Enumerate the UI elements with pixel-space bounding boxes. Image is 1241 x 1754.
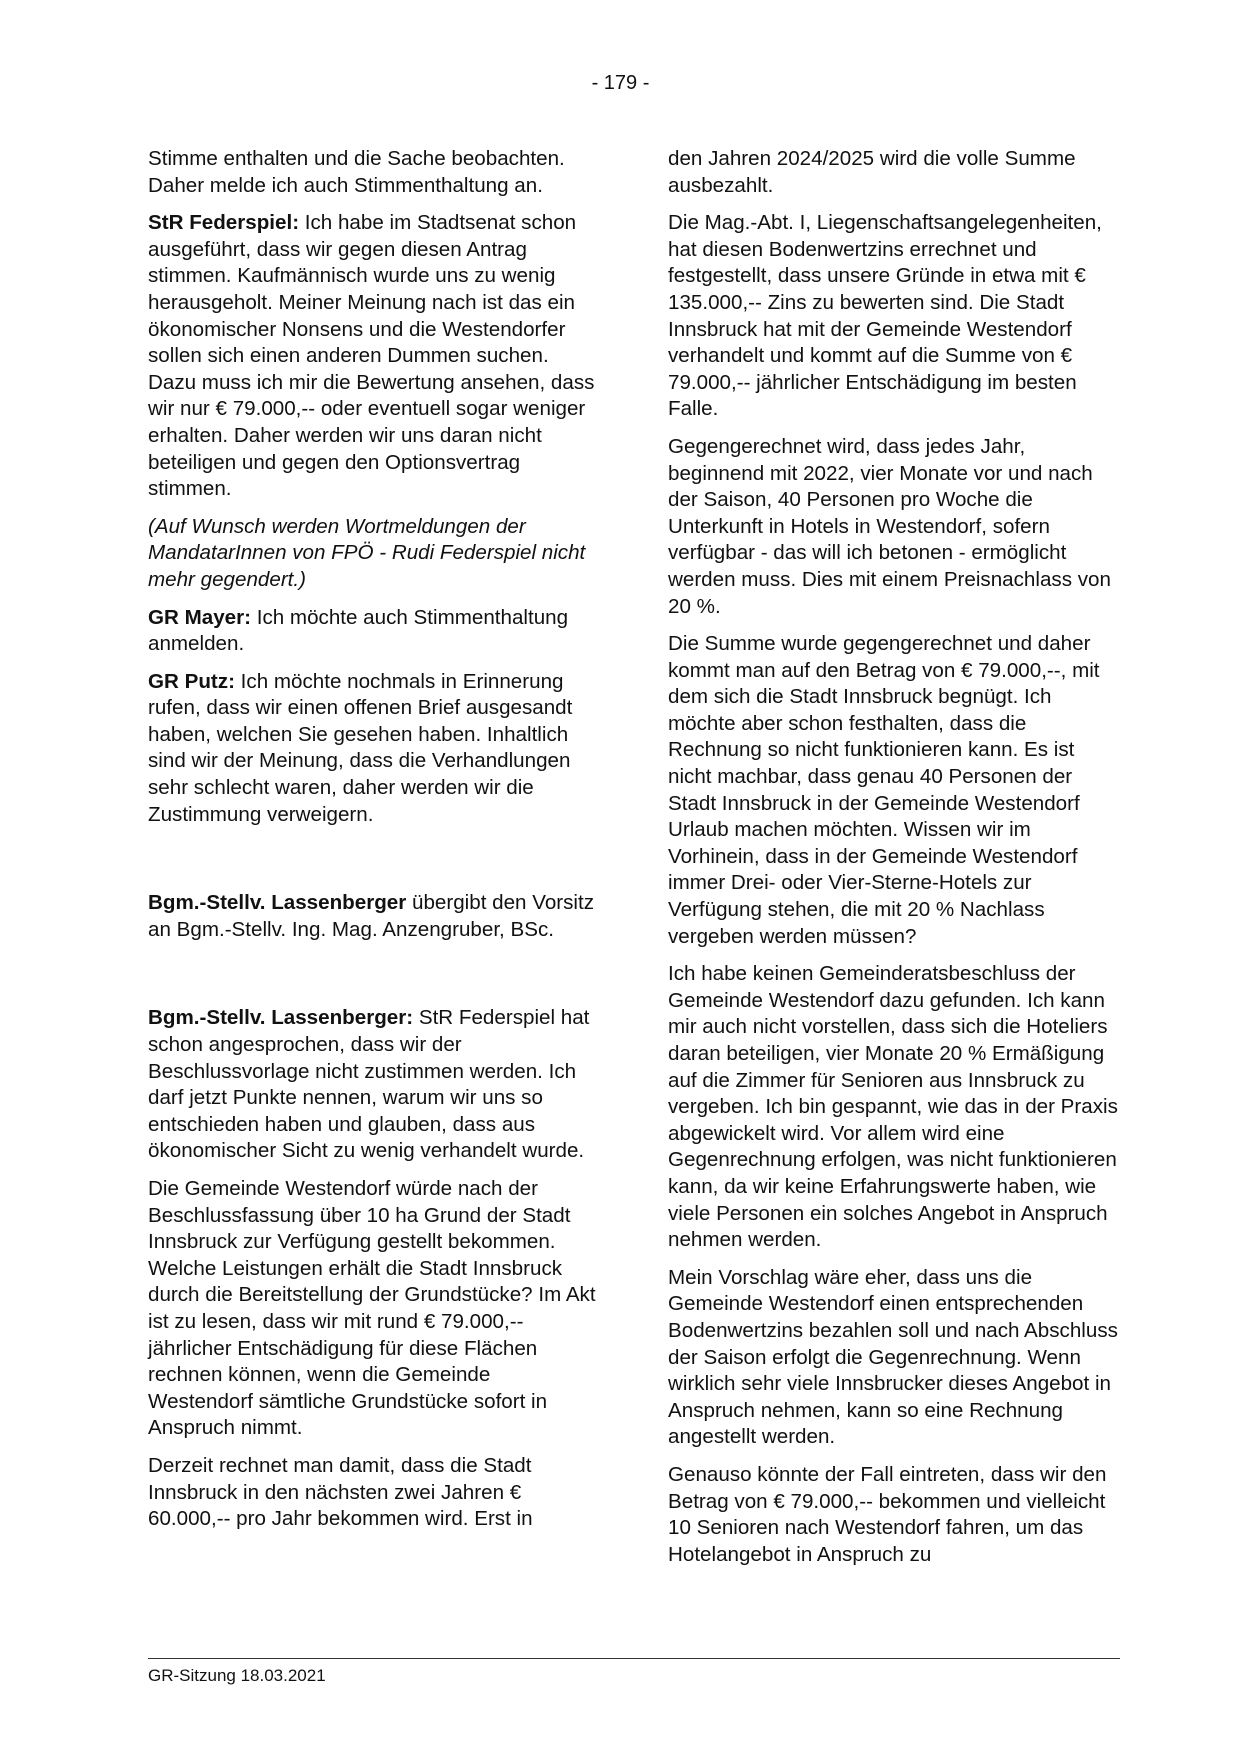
paragraph	[148, 1176, 598, 1442]
footer-session-date: GR-Sitzung 18.03.2021	[148, 1666, 326, 1685]
speaker-name: GR Putz:	[148, 669, 235, 693]
paragraph-text: Gegengerechnet wird, dass jedes Jahr, beginnend mit 2022, vier Monate vor und nach der Saison, 40 Personen pro Woche die Unterkunft in Hotels in Westendorf, sofern verfügbar - das will ich betonen - ermöglicht werden muss. Dies mit einem Preisnachlass von 20 %.	[668, 434, 1111, 618]
paragraph	[148, 669, 598, 829]
paragraph-text: Genauso könnte der Fall eintreten, dass wir den Betrag von € 79.000,-- bekommen und vielleicht 10 Senioren nach Westendorf fahren, um das Hotelangebot in Anspruch zu	[668, 1462, 1107, 1566]
paragraph	[668, 210, 1118, 423]
paragraph	[668, 1462, 1118, 1568]
paragraph-text: StR Federspiel hat schon angesprochen, dass wir der Beschlussvorlage nicht zustimmen werden. Ich darf jetzt Punkte nennen, warum wir uns so entschieden haben und glauben, dass aus ökonomischer Sicht zu wenig verhandelt wurde.	[148, 1006, 590, 1163]
paragraph	[148, 146, 598, 199]
paragraph	[148, 1453, 598, 1533]
paragraph-text: den Jahren 2024/2025 wird die volle Summe ausbezahlt.	[668, 147, 1076, 197]
paragraph	[148, 605, 598, 658]
paragraph	[148, 1005, 598, 1165]
paragraph	[668, 631, 1118, 950]
page-number: - 179 -	[591, 72, 650, 94]
left-column	[148, 146, 598, 1544]
paragraph-text: übergibt den Vorsitz an Bgm.-Stellv. Ing. Mag. Anzengruber, BSc.	[148, 891, 595, 941]
paragraph	[668, 146, 1118, 199]
paragraph-text: (Auf Wunsch werden Wortmeldungen der MandatarInnen von FPÖ - Rudi Federspiel nicht mehr gegendert.)	[148, 514, 586, 591]
paragraph	[148, 890, 598, 943]
paragraph-text: Die Mag.-Abt. I, Liegenschaftsangelegenheiten, hat diesen Bodenwertzins errechnet und festgestellt, dass unsere Gründe in etwa mit € 135.000,-- Zins zu bewerten sind. Die Stadt Innsbruck hat mit der Gemeinde Westendorf verhandelt und kommt auf die Summe von € 79.000,-- jährlicher Entschädigung im besten Falle.	[668, 211, 1102, 421]
speaker-name: StR Federspiel:	[148, 211, 300, 235]
paragraph-text: Die Summe wurde gegengerechnet und daher kommt man auf den Betrag von € 79.000,--, mit dem sich die Stadt Innsbruck begnügt. Ich möchte aber schon festhalten, dass die Rechnung so nicht funktionieren kann. Es ist nicht machbar, dass genau 40 Personen der Stadt Innsbruck in der Gemeinde Westendorf Urlaub machen möchten. Wissen wir im Vorhinein, dass in der Gemeinde Westendorf immer Drei- oder Vier-Sterne-Hotels zur Verfügung stehen, die mit 20 % Nachlass vergeben werden müssen?	[668, 632, 1100, 948]
paragraph	[668, 434, 1118, 620]
paragraph-text: Derzeit rechnet man damit, dass die Stadt Innsbruck in den nächsten zwei Jahren € 60.000,-- pro Jahr bekommen wird. Erst in	[148, 1453, 533, 1531]
speaker-name: Bgm.-Stellv. Lassenberger	[148, 891, 407, 915]
footer-divider	[148, 1658, 1120, 1659]
editorial-note	[148, 514, 598, 594]
paragraph-text: Ich möchte nochmals in Erinnerung rufen, dass wir einen offenen Brief ausgesandt haben, welchen Sie gesehen haben. Inhaltlich sind wir der Meinung, dass die Verhandlungen sehr schlecht waren, daher werden wir die Zustimmung verweigern.	[148, 669, 573, 826]
paragraph-text: Ich möchte auch Stimmenthaltung anmelden.	[148, 605, 569, 656]
speaker-name: GR Mayer:	[148, 605, 251, 629]
paragraph-text: Ich habe im Stadtsenat schon ausgeführt, dass wir gegen diesen Antrag stimmen. Kaufmännisch wurde uns zu wenig herausgeholt. Meiner Meinung nach ist das ein ökonomischer Nonsens und die Westendorfer sollen sich einen anderen Dummen suchen. Dazu muss ich mir die Bewertung ansehen, dass wir nur € 79.000,-- oder eventuell sogar weniger erhalten. Daher werden wir uns daran nicht beteiligen und gegen den Optionsvertrag stimmen.	[148, 211, 595, 501]
paragraph-text: Mein Vorschlag wäre eher, dass uns die Gemeinde Westendorf einen entsprechenden Bodenwertzins bezahlen soll und nach Abschluss der Saison erfolgt die Gegenrechnung. Wenn wirklich sehr viele Innsbrucker dieses Angebot in Anspruch nehmen, kann so eine Rechnung angestellt werden.	[668, 1265, 1118, 1449]
paragraph	[668, 961, 1118, 1254]
right-column	[668, 146, 1118, 1579]
paragraph-text: Ich habe keinen Gemeinderatsbeschluss der Gemeinde Westendorf dazu gefunden. Ich kann mir auch nicht vorstellen, dass sich die Hoteliers daran beteiligen, vier Monate 20 % Ermäßigung auf die Zimmer für Senioren aus Innsbruck zu vergeben. Ich bin gespannt, wie das in der Praxis abgewickelt wird. Vor allem wird eine Gegenrechnung erfolgen, was nicht funktionieren kann, da wir keine Erfahrungswerte haben, wie viele Personen ein solches Angebot in Anspruch nehmen werden.	[668, 962, 1118, 1252]
speaker-name: Bgm.-Stellv. Lassenberger:	[148, 1006, 414, 1030]
paragraph	[148, 210, 598, 503]
paragraph-text: Die Gemeinde Westendorf würde nach der Beschlussfassung über 10 ha Grund der Stadt Innsbruck zur Verfügung gestellt bekommen. Welche Leistungen erhält die Stadt Innsbruck durch die Bereitstellung der Grundstücke? Im Akt ist zu lesen, dass wir mit rund € 79.000,-- jährlicher Entschädigung für diese Flächen rechnen können, wenn die Gemeinde Westendorf sämtliche Grundstücke sofort in Anspruch nimmt.	[148, 1177, 596, 1440]
paragraph	[668, 1265, 1118, 1451]
paragraph-text: Stimme enthalten und die Sache beobachten. Daher melde ich auch Stimmenthaltung an.	[148, 147, 565, 197]
